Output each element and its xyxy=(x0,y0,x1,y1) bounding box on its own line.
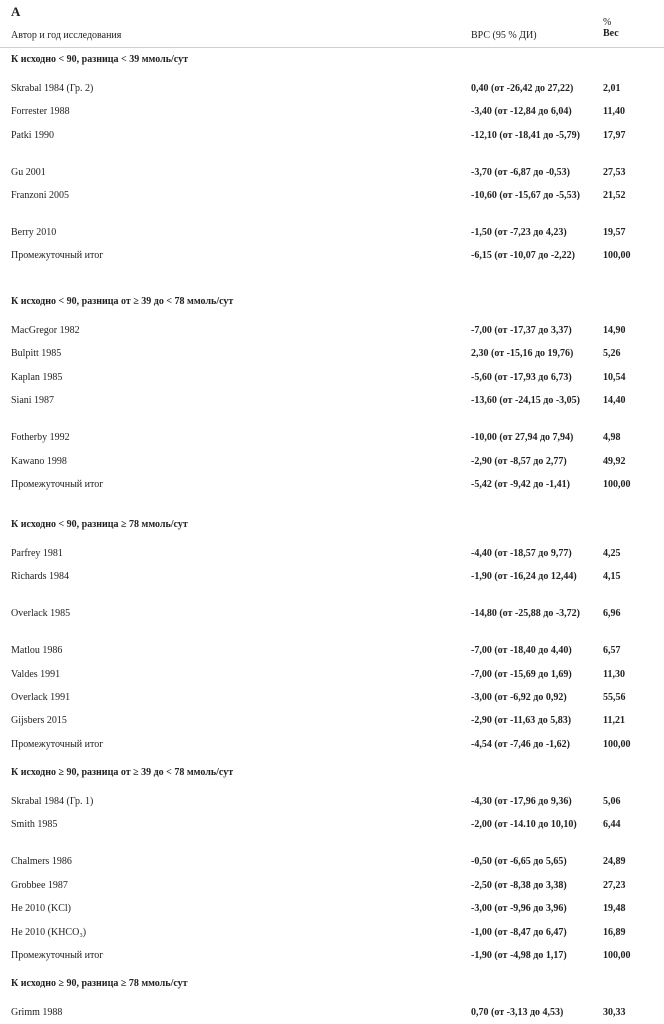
wmd-ci: -13,60 (от -24,15 до -3,05) xyxy=(471,395,580,407)
study-name: Patki 1990 xyxy=(11,129,55,141)
weight-value: 30,33 xyxy=(603,1007,626,1018)
weight-value: 6,96 xyxy=(603,608,621,620)
study-name: Parfrey 1981 xyxy=(11,548,63,559)
weight-value: 55,56 xyxy=(603,692,626,703)
group-title: К исходно < 90, разница от ≥ 39 до < 78 ммоль/сут xyxy=(11,296,234,307)
study-name: He 2010 (KHCO₃) xyxy=(11,926,87,938)
study-name: Gijsbers 2015 xyxy=(11,715,67,727)
study-name: Промежуточный итог xyxy=(11,949,104,961)
wmd-ci: -1,90 (от -16,24 до 12,44) xyxy=(471,571,577,583)
weight-value: 17,97 xyxy=(603,129,626,141)
panel-label: A xyxy=(11,4,21,19)
wmd-ci: -1,90 (от -4,98 до 1,17) xyxy=(471,949,567,961)
group-title: К исходно ≥ 90, разница ≥ 78 ммоль/сут xyxy=(11,978,188,989)
header-wmd-ci: ВРС (95 % ДИ) xyxy=(471,30,537,41)
weight-value: 19,48 xyxy=(603,903,626,915)
wmd-ci: -10,60 (от -15,67 до -5,53) xyxy=(471,190,580,202)
wmd-ci: -2,00 (от -14.10 до 10,10) xyxy=(471,819,577,831)
wmd-ci: 2,30 (от -15,16 до 19,76) xyxy=(471,348,574,360)
study-name: Berry 2010 xyxy=(11,227,57,238)
weight-value: 14,40 xyxy=(603,395,626,407)
weight-value: 100,00 xyxy=(603,949,631,961)
study-name: Overlack 1991 xyxy=(11,692,71,703)
study-name: Siani 1987 xyxy=(11,395,55,407)
wmd-ci: -4,40 (от -18,57 до 9,77) xyxy=(471,548,572,559)
study-name: MacGregor 1982 xyxy=(11,325,80,336)
study-name: Chalmers 1986 xyxy=(11,856,72,868)
wmd-ci: -3,70 (от -6,87 до -0,53) xyxy=(471,166,570,178)
weight-value: 19,57 xyxy=(603,227,626,238)
weight-value: 100,00 xyxy=(603,738,631,750)
study-name: Matlou 1986 xyxy=(11,645,63,657)
weight-value: 10,54 xyxy=(603,371,626,383)
study-name: Skrabal 1984 (Гр. 2) xyxy=(11,83,94,94)
wmd-ci: -4,30 (от -17,96 до 9,36) xyxy=(471,796,572,807)
wmd-ci: -3,00 (от -6,92 до 0,92) xyxy=(471,692,567,703)
wmd-ci: -1,50 (от -7,23 до 4,23) xyxy=(471,227,567,238)
wmd-ci: -1,00 (от -8,47 до 6,47) xyxy=(471,926,567,938)
weight-value: 11,21 xyxy=(603,715,625,727)
study-name: Franzoni 2005 xyxy=(11,190,70,202)
wmd-ci: -6,15 (от -10,07 до -2,22) xyxy=(471,250,575,262)
wmd-ci: 0,70 (от -3,13 до 4,53) xyxy=(471,1007,564,1018)
header-author: Автор и год исследования xyxy=(11,30,122,41)
weight-value: 11,30 xyxy=(603,668,625,680)
study-name: Промежуточный итог xyxy=(11,738,104,750)
group-title: К исходно ≥ 90, разница от ≥ 39 до < 78 ммоль/сут xyxy=(11,767,234,778)
weight-value: 100,00 xyxy=(603,250,631,262)
wmd-ci: -5,60 (от -17,93 до 6,73) xyxy=(471,371,572,383)
weight-value: 49,92 xyxy=(603,455,626,467)
wmd-ci: -7,00 (от -18,40 до 4,40) xyxy=(471,645,572,657)
wmd-ci: -10,00 (от 27,94 до 7,94) xyxy=(471,432,574,444)
study-name: Richards 1984 xyxy=(11,571,70,583)
study-name: Kawano 1998 xyxy=(11,455,67,467)
group-title: К исходно < 90, разница ≥ 78 ммоль/сут xyxy=(11,519,188,530)
study-name: Grobbee 1987 xyxy=(11,879,68,891)
wmd-ci: -12,10 (от -18,41 до -5,79) xyxy=(471,129,580,141)
weight-value: 5,06 xyxy=(603,796,621,807)
wmd-ci: -5,42 (от -9,42 до -1,41) xyxy=(471,478,570,490)
weight-value: 21,52 xyxy=(603,190,626,202)
study-name: Smith 1985 xyxy=(11,819,58,831)
wmd-ci: -3,40 (от -12,84 до 6,04) xyxy=(471,106,572,118)
wmd-ci: -3,00 (от -9,96 до 3,96) xyxy=(471,903,567,915)
study-name: Overlack 1985 xyxy=(11,608,71,620)
weight-value: 4,15 xyxy=(603,571,621,583)
study-name: He 2010 (KCl) xyxy=(11,903,71,915)
wmd-ci: -7,00 (от -15,69 до 1,69) xyxy=(471,668,572,680)
study-name: Grimm 1988 xyxy=(11,1007,63,1018)
wmd-ci: 0,40 (от -26,42 до 27,22) xyxy=(471,83,574,94)
group-title: К исходно < 90, разница < 39 ммоль/сут xyxy=(11,54,188,65)
study-name: Промежуточный итог xyxy=(11,250,104,262)
header-weight-percent: % xyxy=(603,17,612,28)
weight-value: 100,00 xyxy=(603,478,631,490)
study-name: Skrabal 1984 (Гр. 1) xyxy=(11,796,94,807)
weight-value: 24,89 xyxy=(603,856,626,868)
weight-value: 6,44 xyxy=(603,819,621,831)
weight-value: 14,90 xyxy=(603,325,626,336)
weight-value: 11,40 xyxy=(603,106,625,118)
wmd-ci: -2,90 (от -11,63 до 5,83) xyxy=(471,715,572,727)
wmd-ci: -2,50 (от -8,38 до 3,38) xyxy=(471,879,567,891)
study-name: Kaplan 1985 xyxy=(11,371,63,383)
study-name: Valdes 1991 xyxy=(11,668,61,680)
wmd-ci: -14,80 (от -25,88 до -3,72) xyxy=(471,608,580,620)
study-name: Forrester 1988 xyxy=(11,106,70,118)
weight-value: 5,26 xyxy=(603,348,621,360)
weight-value: 2,01 xyxy=(603,83,621,94)
weight-value: 16,89 xyxy=(603,926,626,938)
wmd-ci: -2,90 (от -8,57 до 2,77) xyxy=(471,455,567,467)
wmd-ci: -7,00 (от -17,37 до 3,37) xyxy=(471,325,572,336)
study-name: Bulpitt 1985 xyxy=(11,348,62,360)
weight-value: 27,53 xyxy=(603,166,626,178)
weight-value: 27,23 xyxy=(603,879,626,891)
weight-value: 4,98 xyxy=(603,432,621,444)
header-weight: Вес xyxy=(603,28,619,39)
study-name: Gu 2001 xyxy=(11,166,46,178)
wmd-ci: -0,50 (от -6,65 до 5,65) xyxy=(471,856,567,868)
wmd-ci: -4,54 (от -7,46 до -1,62) xyxy=(471,738,570,750)
weight-value: 6,57 xyxy=(603,645,621,657)
study-name: Fotherby 1992 xyxy=(11,432,70,444)
weight-value: 4,25 xyxy=(603,548,621,559)
study-name: Промежуточный итог xyxy=(11,478,104,490)
